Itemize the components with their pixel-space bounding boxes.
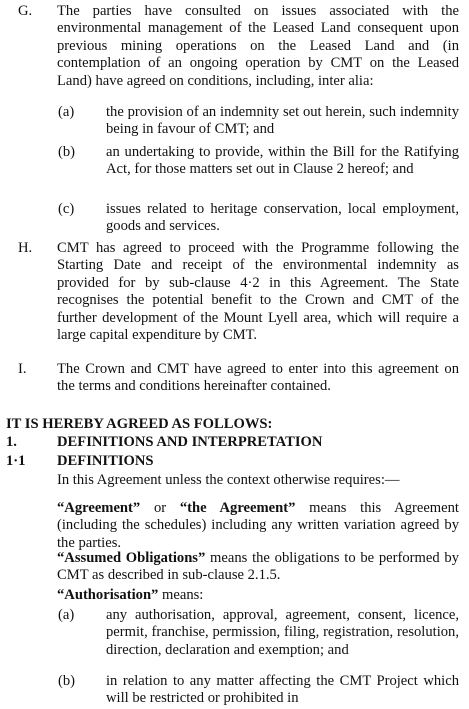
item-text: in relation to any matter affecting the CMT Project which will be restricted or prohibited in (106, 673, 459, 707)
section-1-title: DEFINITIONS AND INTERPRETATION (57, 434, 323, 450)
definition-text: means the obligations to be performed by CMT as described in sub-clause 2.1.5. (57, 550, 460, 584)
section-1-1-label: 1·1 (6, 453, 26, 469)
defined-term: “Agreement” (57, 500, 141, 516)
item-label: (c) (58, 201, 75, 217)
definition-text: means this Agreement (including the schedules) including any written variation agreed by the parties. (57, 500, 459, 551)
recital-h-label: H. (18, 240, 33, 256)
recital-i-label: I. (18, 361, 27, 377)
item-text: any authorisation, approval, agreement, consent, licence, permit, franchise, permission, filing, registration, resolution, direction, declaration and exemption; and (106, 607, 459, 658)
recital-g-label: G. (18, 3, 33, 19)
section-1-heading (6, 434, 459, 451)
definitions-intro: In this Agreement unless the context otherwise requires:— (57, 472, 400, 488)
recital-h (18, 240, 459, 344)
agreed-heading: IT IS HEREBY AGREED AS FOLLOWS: (6, 416, 273, 432)
item-label: (a) (58, 104, 75, 120)
item-label: (b) (58, 144, 76, 160)
definition-text: means: (158, 587, 204, 603)
item-text: issues related to heritage conservation, local employment, goods and services. (106, 201, 459, 235)
authorisation-item-b (58, 673, 459, 708)
section-1-label: 1. (6, 434, 17, 450)
recital-i-text: The Crown and CMT have agreed to enter into this agreement on the terms and conditions hereinafter contained. (57, 361, 459, 395)
defined-term: “Authorisation” (57, 587, 159, 603)
recital-g-item-a (58, 104, 459, 139)
section-1-1-heading (6, 453, 459, 470)
defined-term: “Assumed Obligations” (57, 550, 206, 566)
section-1-1-title: DEFINITIONS (57, 453, 154, 469)
item-text: the provision of an indemnity set out herein, such indemnity being in favour of CMT; and (106, 104, 459, 138)
recital-g-text: The parties have consulted on issues associated with the environmental management of the Leased Land consequent upon previous mining operations on the Leased Land and (in contemplation of an ongoing operation by CMT on the Leased Land) have agreed on conditions, including, inter alia: (57, 3, 459, 89)
authorisation-item-a (58, 607, 459, 659)
definition-assumed-obligations (57, 550, 459, 585)
recital-g (18, 3, 459, 90)
recital-i (18, 361, 459, 396)
definition-authorisation (57, 587, 459, 604)
recital-g-item-c (58, 201, 459, 236)
item-label: (b) (58, 673, 76, 689)
item-label: (a) (58, 607, 75, 623)
defined-term: “the Agreement” (179, 500, 296, 516)
item-text: an undertaking to provide, within the Bill for the Ratifying Act, for those matters set out in Clause 2 hereof; and (106, 144, 459, 178)
recital-h-text: CMT has agreed to proceed with the Programme following the Starting Date and receipt of the environmental indemnity as provided for by sub-clause 4·2 in this Agreement. The State recognises the potential benefit to the Crown and CMT of the further development of the Mount Lyell area, which will require a large capital expenditure by CMT. (57, 240, 459, 344)
definition-agreement: “Agreement” or “the Agreement” means this Agreement (including the schedules) including any written variation agreed by the parties. (57, 500, 459, 551)
recital-g-item-b (58, 144, 459, 179)
